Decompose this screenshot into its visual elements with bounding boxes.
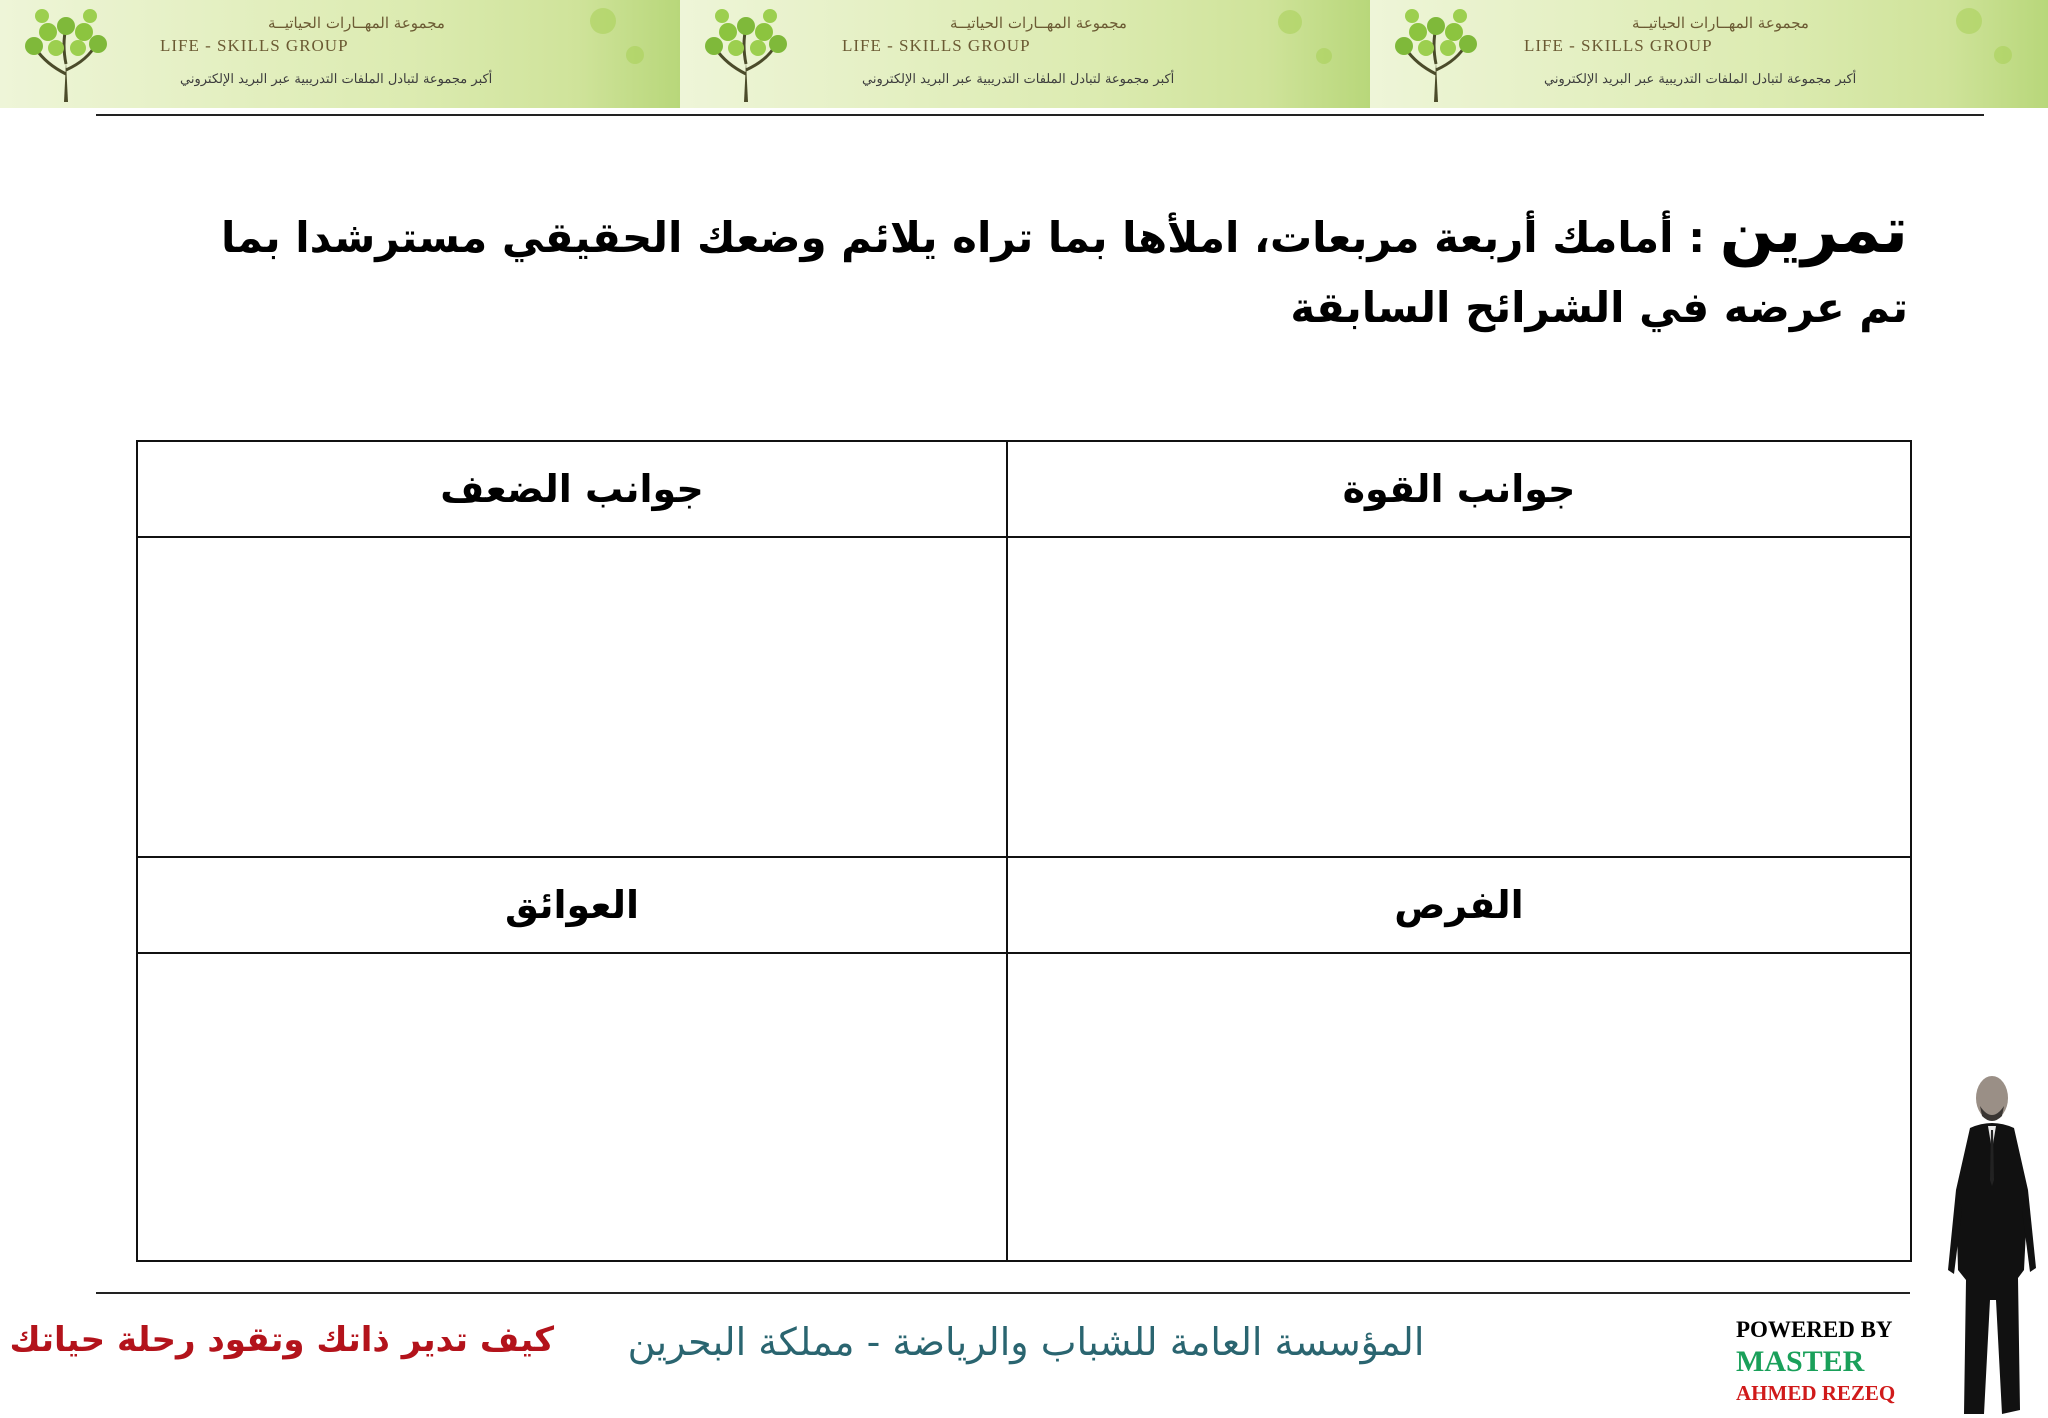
banner-arabic-subtitle: أكبر مجموعة لتبادل الملفات التدريبية عبر البريد الإلكتروني xyxy=(180,72,493,87)
footer-organization: المؤسسة العامة للشباب والرياضة - مملكة البحرين xyxy=(627,1320,1425,1364)
banner-panel xyxy=(1370,0,2048,108)
opportunities-cell[interactable] xyxy=(1007,953,1911,1261)
threats-cell[interactable] xyxy=(137,953,1007,1261)
tree-logo-icon xyxy=(1376,4,1496,104)
banner-panel xyxy=(680,0,1370,108)
banner-english-title: LIFE - SKILLS GROUP xyxy=(842,36,1031,55)
opportunities-header: الفرص xyxy=(1007,857,1911,953)
master-label: MASTER xyxy=(1736,1345,1865,1378)
swot-table xyxy=(136,440,1912,1262)
powered-by-label: POWERED BY xyxy=(1736,1317,1893,1342)
banner-english-title: LIFE - SKILLS GROUP xyxy=(1524,36,1713,55)
footer-slogan: كيف تدير ذاتك وتقود رحلة حياتك xyxy=(9,1320,554,1360)
strengths-header: جوانب القوة xyxy=(1007,441,1911,537)
header-banner xyxy=(0,0,2048,108)
weaknesses-header: جوانب الضعف xyxy=(137,441,1007,537)
threats-header: العوائق xyxy=(137,857,1007,953)
decor-dot xyxy=(626,46,644,64)
decor-dot xyxy=(590,8,616,34)
banner-arabic-title: مجموعة المهــارات الحياتيــة xyxy=(268,14,445,32)
banner-arabic-title: مجموعة المهــارات الحياتيــة xyxy=(1632,14,1809,32)
decor-dot xyxy=(1278,10,1302,34)
banner-arabic-subtitle: أكبر مجموعة لتبادل الملفات التدريبية عبر البريد الإلكتروني xyxy=(862,72,1175,87)
presenter-silhouette-icon xyxy=(1940,1070,2044,1416)
banner-panel xyxy=(0,0,680,108)
bottom-divider xyxy=(96,1292,1910,1294)
author-name: AHMED REZEQ xyxy=(1736,1381,1896,1405)
exercise-keyword: تمرين xyxy=(1719,194,1908,268)
banner-english-title: LIFE - SKILLS GROUP xyxy=(160,36,349,55)
banner-arabic-subtitle: أكبر مجموعة لتبادل الملفات التدريبية عبر البريد الإلكتروني xyxy=(1544,72,1857,87)
decor-dot xyxy=(1994,46,2012,64)
top-divider xyxy=(96,114,1984,116)
weaknesses-cell[interactable] xyxy=(137,537,1007,857)
exercise-instructions: : أمامك أربعة مربعات، املأها بما تراه يلائم وضعك الحقيقي مسترشدا بما تم عرضه في الشرائح السابقة xyxy=(220,213,1908,332)
banner-arabic-title: مجموعة المهــارات الحياتيــة xyxy=(950,14,1127,32)
powered-by-block xyxy=(1736,1316,1936,1406)
decor-dot xyxy=(1316,48,1332,64)
strengths-cell[interactable] xyxy=(1007,537,1911,857)
tree-logo-icon xyxy=(6,4,126,104)
exercise-heading xyxy=(188,196,1908,343)
decor-dot xyxy=(1956,8,1982,34)
tree-logo-icon xyxy=(686,4,806,104)
